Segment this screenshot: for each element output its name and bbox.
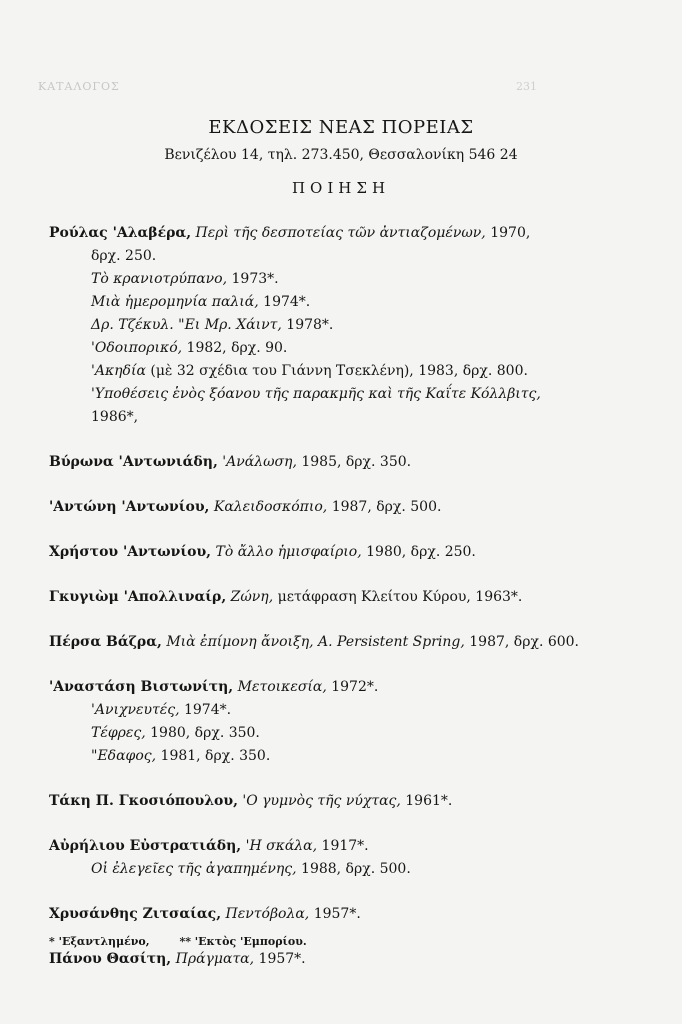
entry-continuation-line bbox=[49, 337, 639, 360]
footnote-out-of-print: * 'Εξαντλημένο, bbox=[49, 935, 150, 948]
entry-first-line bbox=[49, 541, 639, 564]
work-title: Τέφρες, bbox=[91, 725, 146, 741]
work-title: 'Οδοιπορικό, bbox=[91, 340, 183, 356]
entry-first-line bbox=[49, 790, 639, 813]
work-title: 'Υποθέσεις ἑνὸς ξόανου τῆς παρακμῆς καὶ τῆς Καΐτε Κόλλβιτς, bbox=[91, 386, 541, 402]
work-title: Πράγματα, bbox=[175, 951, 255, 967]
work-title: Ζώνη, bbox=[230, 589, 274, 605]
catalog-entries bbox=[49, 222, 639, 993]
entry-continuation-line bbox=[49, 406, 639, 429]
author-name: Τάκη Π. Γκοσιόπουλου, bbox=[49, 793, 238, 809]
work-title: Οἱ ἐλεγεῖες τῆς ἀγαπημένης, bbox=[91, 861, 297, 877]
work-title: 'Ανιχνευτές, bbox=[91, 702, 180, 718]
catalog-entry bbox=[49, 948, 639, 971]
work-details: (μὲ 32 σχέδια του Γιάννη Τσεκλένη), 1983, δρχ. 800. bbox=[150, 363, 528, 379]
entry-continuation-line bbox=[49, 699, 639, 722]
work-title: Τὸ κρανιοτρύπανο, bbox=[91, 271, 228, 287]
author-name: Γκυγιὼμ 'Απολλιναίρ, bbox=[49, 589, 227, 605]
work-title: "Εδαφος, bbox=[91, 748, 157, 764]
entry-continuation-line bbox=[49, 245, 639, 268]
catalog-entry bbox=[49, 903, 639, 926]
work-details: 1985, δρχ. 350. bbox=[301, 454, 412, 470]
running-head: ΚΑΤΑΛΟΓΟΣ bbox=[38, 80, 120, 93]
entry-first-line bbox=[49, 631, 639, 654]
catalog-entry bbox=[49, 790, 639, 813]
entry-first-line bbox=[49, 496, 639, 519]
work-details: 1980, δρχ. 250. bbox=[366, 544, 476, 560]
author-name: Βύρωνα 'Αντωνιάδη, bbox=[49, 454, 218, 470]
entry-continuation-line bbox=[49, 722, 639, 745]
footnote-not-for-sale: ** 'Εκτὸς 'Εμπορίου. bbox=[179, 935, 307, 948]
work-title: Μιὰ ἐπίμονη ἄνοιξη, A. Persistent Spring, bbox=[166, 634, 465, 650]
work-title: Μετοικεσία, bbox=[237, 679, 327, 695]
entry-first-line bbox=[49, 676, 639, 699]
work-details: 1974*. bbox=[183, 702, 232, 718]
entry-first-line bbox=[49, 835, 639, 858]
entry-continuation-line bbox=[49, 268, 639, 291]
work-details: 1978*. bbox=[286, 317, 334, 333]
catalog-entry bbox=[49, 496, 639, 519]
section-title: ΠΟΙΗΣΗ bbox=[291, 179, 391, 197]
publisher-heading: ΕΚΔΟΣΕΙΣ ΝΕΑΣ ΠΟΡΕΙΑΣ bbox=[208, 117, 474, 138]
work-details: 1957*. bbox=[258, 951, 306, 967]
work-title: Δρ. Τζέκυλ. "Ει Μρ. Χάιντ, bbox=[91, 317, 282, 333]
author-name: 'Αντώνη 'Αντωνίου, bbox=[49, 499, 210, 515]
page-number: 231 bbox=[516, 80, 537, 93]
entry-continuation-line bbox=[49, 314, 639, 337]
work-details: 1973*. bbox=[231, 271, 279, 287]
work-title: Περὶ τῆς δεσποτείας τῶν ἀντιαζομένων, bbox=[195, 225, 486, 241]
catalog-entry bbox=[49, 631, 639, 654]
work-details: δρχ. 250. bbox=[91, 248, 157, 264]
author-name: Ρούλας 'Αλαβέρα, bbox=[49, 225, 192, 241]
entry-first-line bbox=[49, 222, 639, 245]
work-title: 'Ακηδία bbox=[91, 363, 146, 379]
publisher-address: Βενιζέλου 14, τηλ. 273.450, Θεσσαλονίκη 546 24 bbox=[164, 147, 518, 163]
work-details: 1974*. bbox=[263, 294, 311, 310]
entry-continuation-line bbox=[49, 858, 639, 881]
entry-continuation-line bbox=[49, 745, 639, 768]
work-title: Πεντόβολα, bbox=[225, 906, 310, 922]
work-details: 1988, δρχ. 500. bbox=[301, 861, 411, 877]
work-details: 1970, bbox=[490, 225, 531, 241]
work-title: Καλειδοσκόπιο, bbox=[213, 499, 328, 515]
work-details: 1987, δρχ. 600. bbox=[469, 634, 580, 650]
author-name: Χρήστου 'Αντωνίου, bbox=[49, 544, 212, 560]
work-title: 'Η σκάλα, bbox=[245, 838, 318, 854]
work-details: 1957*. bbox=[313, 906, 361, 922]
work-details: 1961*. bbox=[405, 793, 453, 809]
catalog-entry bbox=[49, 541, 639, 564]
author-name: Πέρσα Βάζρα, bbox=[49, 634, 162, 650]
work-title: Μιὰ ἡμερομηνία παλιά, bbox=[91, 294, 259, 310]
entry-continuation-line bbox=[49, 383, 639, 406]
work-details: 1986*, bbox=[91, 409, 139, 425]
entry-first-line bbox=[49, 586, 639, 609]
catalog-entry bbox=[49, 222, 639, 429]
catalog-entry bbox=[49, 676, 639, 768]
catalog-entry bbox=[49, 451, 639, 474]
work-title: 'Ο γυμνὸς τῆς νύχτας, bbox=[242, 793, 401, 809]
entry-first-line bbox=[49, 948, 639, 971]
entry-continuation-line bbox=[49, 291, 639, 314]
work-details: μετάφραση Κλείτου Κύρου, 1963*. bbox=[277, 589, 523, 605]
author-name: 'Αναστάση Βιστωνίτη, bbox=[49, 679, 234, 695]
work-details: 1982, δρχ. 90. bbox=[186, 340, 288, 356]
author-name: Χρυσάνθης Ζιτσαίας, bbox=[49, 906, 222, 922]
catalog-entry bbox=[49, 835, 639, 881]
author-name: Πάνου Θασίτη, bbox=[49, 951, 172, 967]
work-title: 'Ανάλωση, bbox=[222, 454, 297, 470]
work-details: 1987, δρχ. 500. bbox=[331, 499, 442, 515]
entry-first-line bbox=[49, 451, 639, 474]
work-details: 1980, δρχ. 350. bbox=[150, 725, 260, 741]
author-name: Αὐρήλιου Εὐστρατιάδη, bbox=[49, 838, 242, 854]
work-details: 1981, δρχ. 350. bbox=[160, 748, 271, 764]
footnotes bbox=[49, 935, 307, 948]
work-details: 1972*. bbox=[331, 679, 379, 695]
work-details: 1917*. bbox=[321, 838, 369, 854]
entry-first-line bbox=[49, 903, 639, 926]
work-title: Τὸ ἄλλο ἡμισφαίριο, bbox=[215, 544, 362, 560]
catalog-entry bbox=[49, 586, 639, 609]
entry-continuation-line bbox=[49, 360, 639, 383]
